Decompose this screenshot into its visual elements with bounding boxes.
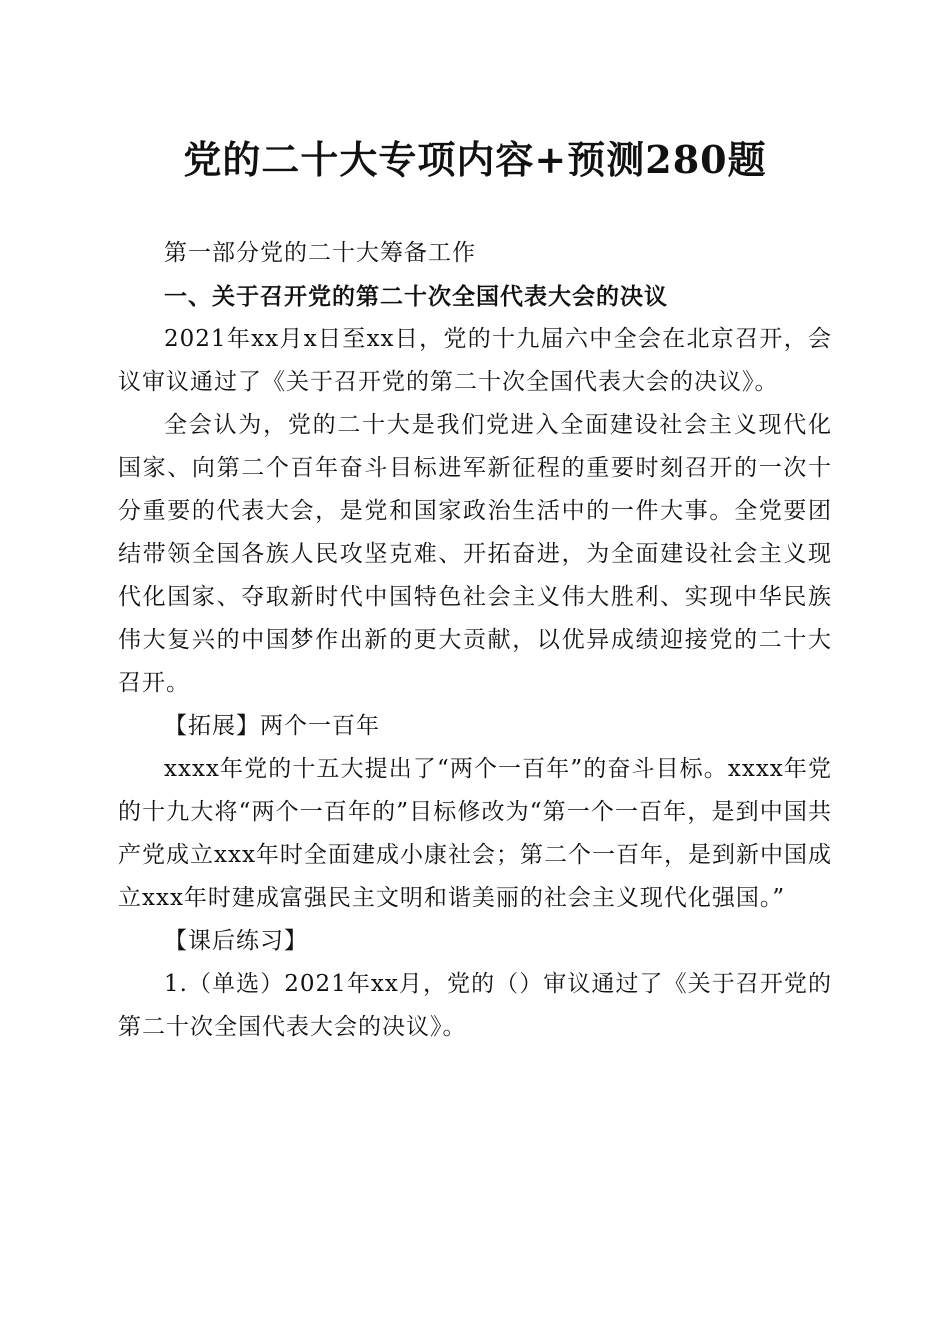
extension-paragraph: xxxx年党的十五大提出了“两个一百年”的奋斗目标。xxxx年党的十九大将“两个一百年的”目标修改为“第一个一百年，是到中国共产党成立xxx年时全面建成小康社会；第二个一百年，是到新中国成立xxx年时建成富强民主文明和谐美丽的社会主义现代化强国。” — [118, 756, 832, 911]
document-body — [118, 232, 832, 1049]
paragraph-plenum-view: 全会认为，党的二十大是我们党进入全面建设社会主义现代化国家、向第二个百年奋斗目标进军新征程的重要时刻召开的一次十分重要的代表大会，是党和国家政治生活中的一件大事。全党要团结带领全国各族人民攻坚克难、开拓奋进，为全面建设社会主义现代化国家、夺取新时代中国特色社会主义伟大胜利、实现中华民族伟大复兴的中国梦作出新的更大贡献，以优异成绩迎接党的二十大召开。 — [118, 412, 832, 696]
exercise-heading: 【课后练习】 — [164, 928, 308, 954]
section-heading: 一、关于召开党的第二十次全国代表大会的决议 — [164, 283, 668, 310]
part-heading: 第一部分党的二十大筹备工作 — [164, 240, 476, 266]
question-1: 1.（单选）2021年xx月，党的（）审议通过了《关于召开党的第二十次全国代表大会的决议》。 — [118, 971, 832, 1040]
extension-heading: 【拓展】两个一百年 — [164, 713, 380, 739]
paragraph-plenum-resolution: 2021年xx月x日至xx日，党的十九届六中全会在北京召开，会议审议通过了《关于召开党的第二十次全国代表大会的决议》。 — [118, 326, 832, 395]
document-title: 党的二十大专项内容+预测280题 — [183, 137, 767, 182]
